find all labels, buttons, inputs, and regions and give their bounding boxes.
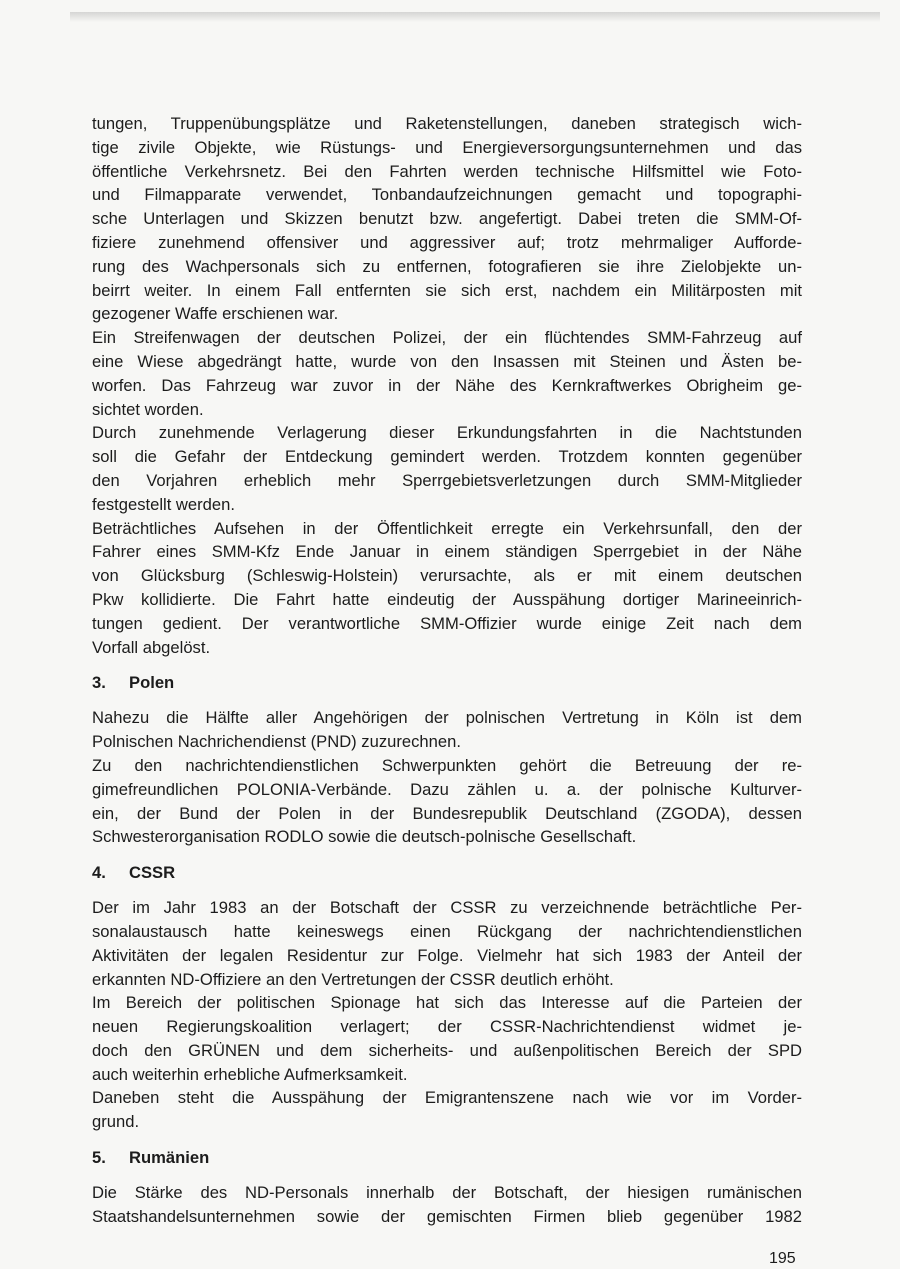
text-line: ein, der Bund der Polen in der Bundesrepublik Deutschland (ZGODA), dessen [92, 803, 802, 823]
text-line: worfen. Das Fahrzeug war zuvor in der Nähe des Kernkraftwerkes Obrigheim ge- [92, 375, 802, 395]
text-line: Nahezu die Hälfte aller Angehörigen der polnischen Vertretung in Köln ist dem [92, 708, 802, 728]
text-line: eine Wiese abgedrängt hatte, wurde von den Insassen mit Steinen und Ästen be- [92, 351, 802, 371]
text-line: Ein Streifenwagen der deutschen Polizei, der ein flüchtendes SMM-Fahrzeug auf [92, 328, 802, 348]
text-line: gimefreundlichen POLONIA-Verbände. Dazu zählen u. a. der polnische Kulturver- [92, 779, 802, 799]
text-line: tungen, Truppenübungsplätze und Raketenstellungen, daneben strategisch wich- [92, 114, 802, 133]
text-line: tungen gedient. Der verantwortliche SMM-Offizier wurde einige Zeit nach dem [92, 613, 802, 633]
text-line: und Filmapparate verwendet, Tonbandaufzeichnungen gemacht und topographi- [92, 185, 802, 205]
paragraph [92, 112, 802, 326]
text-line: Staatshandelsunternehmen sowie der gemischten Firmen blieb gegenüber 1982 [92, 1206, 802, 1226]
text-line: erkannten ND-Offiziere an den Vertretungen der CSSR deutlich erhöht. [92, 969, 614, 989]
text-line: öffentliche Verkehrsnetz. Bei den Fahrten werden technische Hilfsmittel wie Foto- [92, 161, 802, 181]
text-line: beirrt weiter. In einem Fall entfernten sie sich erst, nachdem ein Militärposten mit [92, 280, 802, 300]
text-line: Durch zunehmende Verlagerung dieser Erkundungsfahrten in die Nachtstunden [92, 423, 802, 443]
text-line: Zu den nachrichtendienstlichen Schwerpunkten gehört die Betreuung der re- [92, 755, 802, 775]
text-line: rung des Wachpersonals sich zu entfernen, fotografieren sie ihre Zielobjekte un- [92, 256, 802, 276]
text-line: Schwesterorganisation RODLO sowie die deutsch-polnische Gesellschaft. [92, 827, 637, 847]
text-line: Polnischen Nachrichendienst (PND) zuzurechnen. [92, 732, 461, 752]
text-line: Die Stärke des ND-Personals innerhalb der Botschaft, der hiesigen rumänischen [92, 1183, 802, 1203]
paragraph [92, 421, 802, 516]
text-line: fiziere zunehmend offensiver und aggressiver auf; trotz mehrmaliger Aufforde- [92, 232, 802, 252]
section-heading [92, 671, 802, 695]
section-title: Polen [129, 673, 175, 693]
text-line: festgestellt werden. [92, 494, 235, 514]
text-line: gezogener Waffe erschienen war. [92, 304, 339, 324]
paragraph [92, 1086, 802, 1134]
paragraph [92, 896, 802, 991]
text-line: Aktivitäten der legalen Residentur zur Folge. Vielmehr hat sich 1983 der Anteil der [92, 945, 802, 965]
section-title: Rumänien [129, 1148, 210, 1168]
text-line: sichtet worden. [92, 399, 204, 419]
text-line: von Glücksburg (Schleswig-Holstein) verursachte, als er mit einem deutschen [92, 566, 802, 586]
text-line: auch weiterhin erhebliche Aufmerksamkeit. [92, 1064, 408, 1084]
section-number: 4. [92, 863, 106, 883]
text-line: Fahrer eines SMM-Kfz Ende Januar in einem ständigen Sperrgebiet in der Nähe [92, 542, 802, 562]
text-line: Im Bereich der politischen Spionage hat sich das Interesse auf die Parteien der [92, 993, 802, 1013]
text-line: Pkw kollidierte. Die Fahrt hatte eindeutig der Ausspähung dortiger Marineeinrich- [92, 589, 802, 609]
paragraph [92, 754, 802, 849]
text-line: Daneben steht die Ausspähung der Emigrantenszene nach wie vor im Vorder- [92, 1088, 802, 1108]
text-line: sonalaustausch hatte keineswegs einen Rückgang der nachrichtendienstlichen [92, 921, 802, 941]
text-line: Vorfall abgelöst. [92, 637, 211, 657]
paragraph [92, 706, 802, 754]
paragraph [92, 991, 802, 1086]
paragraph [92, 1181, 802, 1229]
section-title: CSSR [129, 863, 176, 883]
section-heading [92, 1146, 802, 1170]
section-number: 5. [92, 1148, 106, 1168]
text-line: den Vorjahren erheblich mehr Sperrgebietsverletzungen durch SMM-Mitglieder [92, 470, 802, 490]
document-page [92, 112, 802, 1229]
text-line: Beträchtliches Aufsehen in der Öffentlichkeit erregte ein Verkehrsunfall, den der [92, 518, 802, 538]
paragraph [92, 326, 802, 421]
text-line: soll die Gefahr der Entdeckung gemindert werden. Trotzdem konnten gegenüber [92, 447, 802, 467]
text-line: neuen Regierungskoalition verlagert; der CSSR-Nachrichtendienst widmet je- [92, 1017, 802, 1037]
paragraph [92, 517, 802, 660]
text-line: tige zivile Objekte, wie Rüstungs- und Energieversorgungsunternehmen und das [92, 137, 802, 157]
section-number: 3. [92, 673, 106, 693]
text-line: grund. [92, 1112, 140, 1132]
text-line: doch den GRÜNEN und dem sicherheits- und außenpolitischen Bereich der SPD [92, 1040, 802, 1060]
page-number: 195 [769, 1250, 796, 1267]
section-heading [92, 861, 802, 885]
text-line: sche Unterlagen und Skizzen benutzt bzw. angefertigt. Dabei treten die SMM-Of- [92, 209, 802, 229]
page-top-shadow [70, 12, 880, 22]
text-line: Der im Jahr 1983 an der Botschaft der CSSR zu verzeichnende beträchtliche Per- [92, 898, 802, 918]
